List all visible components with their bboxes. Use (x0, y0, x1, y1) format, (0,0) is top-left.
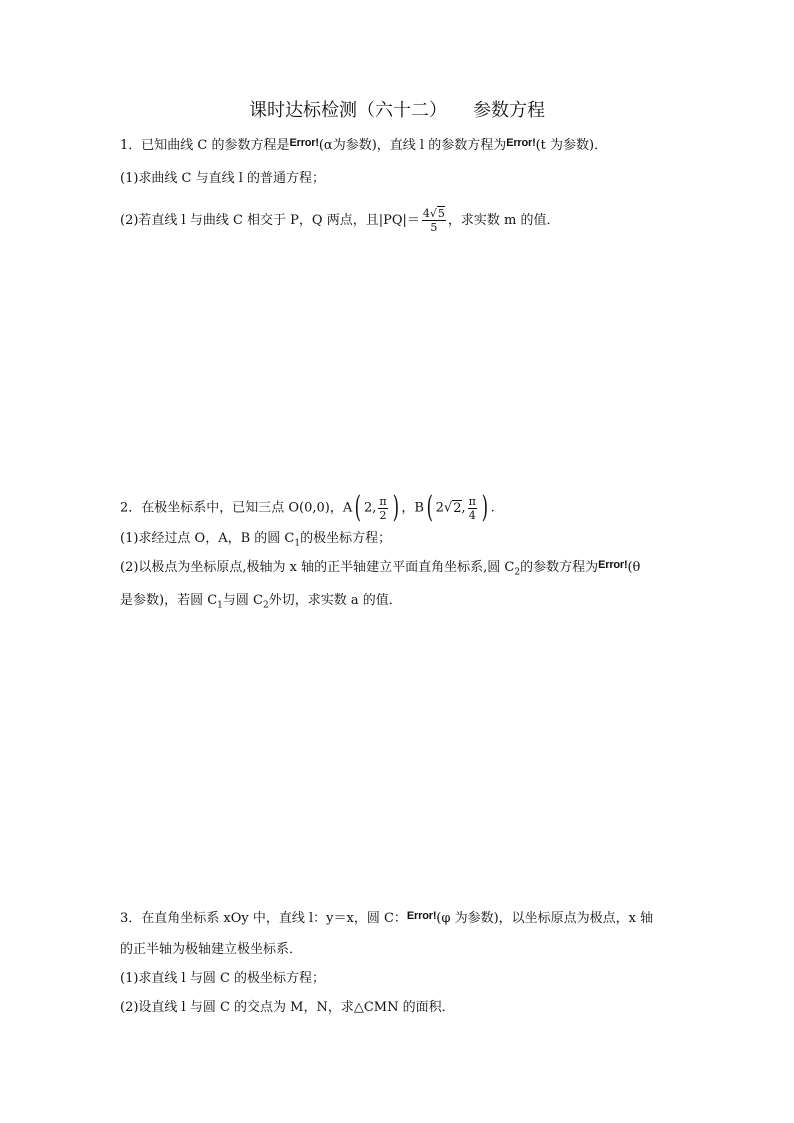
left-paren: ( (426, 490, 434, 525)
q2-part2-text-b: 的参数方程为 (520, 560, 599, 575)
frac-num-coef: 4 (422, 207, 430, 220)
q3-part2: (2)设直线 l 与圆 C 的交点为 M，N，求△CMN 的面积． (120, 1000, 455, 1015)
right-paren: ) (481, 490, 488, 525)
q1-part1: (1)求曲线 C 与直线 l 的普通方程； (120, 171, 326, 186)
q2-part2-sub: 2 (514, 567, 521, 578)
error-token: Error! (289, 137, 319, 149)
q2-part1-text-a: (1)求经过点 O，A，B 的圆 C (120, 531, 295, 546)
q2-part2-sub1: 1 (217, 600, 223, 611)
q3-part1: (1)求直线 l 与圆 C 的极坐标方程； (120, 971, 326, 986)
title-topic: 参数方程 (473, 100, 545, 121)
q2-part2-sub2: 2 (262, 600, 269, 611)
point-b-angle-num: π (468, 494, 476, 508)
q2-part2-text-c: (θ (627, 560, 641, 575)
point-b-angle (468, 495, 477, 522)
q3-text-a: 3．在直角坐标系 xOy 中，直线 l：y＝x，圆 C： (120, 911, 407, 926)
title-main: 课时达标检测（六十二） (249, 100, 447, 121)
sqrt-symbol: √ (429, 207, 437, 220)
sqrt-symbol: √ (443, 500, 453, 516)
left-paren: ( (354, 490, 362, 525)
pq-fraction (422, 207, 446, 234)
point-b-angle-den: 4 (468, 508, 476, 522)
q1-text-a: 1．已知曲线 C 的参数方程是 (120, 138, 290, 153)
error-token: Error! (598, 559, 628, 571)
q3-line1 (120, 909, 653, 929)
q2-line1: 2．在极坐标系中，已知三点 O(0,0)，A( 2, $\frac{\pi}{2}$ ) ，B( 2√2, $\frac{\pi}{4}$ ) . (120, 490, 495, 525)
q1-part2 (120, 207, 560, 234)
error-token: Error! (506, 137, 536, 149)
q1-text-c: (t 为参数)． (535, 138, 608, 153)
q2-text-end: . (490, 500, 495, 516)
q2-part2-text-a: (2)以极点为坐标原点,极轴为 x 轴的正半轴建立平面直角坐标系,圆 C (120, 560, 515, 575)
error-token: Error! (406, 910, 437, 922)
point-a-angle-den: 2 (379, 508, 387, 522)
point-b-r-radicand: 2 (453, 500, 462, 516)
point-a-angle-num: π (379, 494, 387, 508)
q2-part2-line1 (120, 558, 640, 583)
q2-part1 (120, 529, 391, 554)
point-a-r: 2, (364, 500, 377, 516)
q2-part2-line2 (120, 591, 402, 616)
q3-text-b: (φ 为参数)，以坐标原点为极点，x 轴 (436, 911, 654, 926)
frac-num-radicand: 5 (437, 207, 445, 220)
point-a-angle (378, 495, 387, 522)
q2-part1-sub: 1 (294, 538, 301, 549)
q1-line1 (120, 136, 607, 156)
q3-line2: 的正半轴为极轴建立极坐标系． (120, 942, 303, 957)
q2-part2-text-f: 外切，求实数 a 的值． (268, 593, 402, 608)
page-title (0, 96, 794, 122)
q2-part2-text-d: 是参数)，若圆 C (120, 593, 218, 608)
q2-part1-text-b: 的极坐标方程； (300, 531, 392, 546)
q1-text-b: (α为参数)，直线 l 的参数方程为 (318, 138, 507, 153)
q1-part2-text-b: ，求实数 m 的值． (447, 213, 560, 228)
q2-part2-text-e: 与圆 C (222, 593, 263, 608)
frac-den: 5 (430, 221, 438, 234)
q2-text-mid: ，B (401, 500, 424, 516)
point-b-r-coef: 2 (435, 500, 444, 516)
right-paren: ) (392, 490, 399, 525)
q1-part2-text-a: (2)若直线 l 与曲线 C 相交于 P，Q 两点，且|PQ|＝ (120, 213, 420, 228)
q2-text-a: 2．在极坐标系中，已知三点 O(0,0)，A (120, 500, 353, 516)
